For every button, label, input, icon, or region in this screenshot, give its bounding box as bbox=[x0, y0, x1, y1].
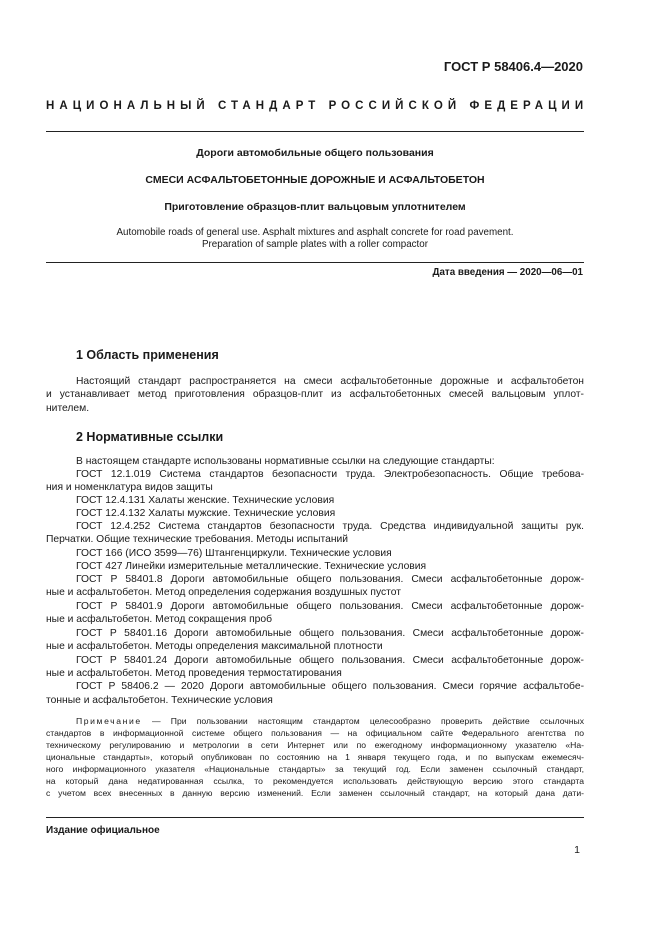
english-title bbox=[46, 227, 584, 251]
section-2-line: ГОСТ Р 58401.24 Дороги автомобильные общего пользования. Смеси асфальтобетонные дорож- bbox=[76, 655, 584, 666]
section-2-line: Перчатки. Общие технические требования. Методы испытаний bbox=[46, 534, 349, 545]
section-2-heading: 2 Нормативные ссылки bbox=[76, 430, 224, 444]
note-line: циональные стандарты», который опубликован по состоянию на 1 января текущего года, и по выпускам ежемесяч- bbox=[46, 752, 584, 762]
title-line-1: Дороги автомобильные общего пользования bbox=[196, 147, 434, 159]
note-line: техническому регулированию и метрологии в сети Интернет или по ежегодному информационному указателю «На- bbox=[46, 740, 584, 750]
section-2-line: тонные и асфальтобетон. Технические условия bbox=[46, 695, 273, 706]
section-2-line: ГОСТ Р 58401.9 Дороги автомобильные общего пользования. Смеси асфальтобетонные дорож- bbox=[76, 601, 584, 612]
note-line: с учетом всех внесенных в данную версию изменений. Если заменен ссылочный стандарт, на который дана дати- bbox=[46, 788, 584, 798]
note-first-line bbox=[76, 716, 584, 727]
introduction-date: Дата введения — 2020—06—01 bbox=[432, 267, 583, 278]
section-2-line: ные и асфальтобетон. Метод проведения термостатирования bbox=[46, 668, 342, 679]
section-2-line: ГОСТ 12.1.019 Система стандартов безопасности труда. Электробезопасность. Общие требова- bbox=[76, 469, 584, 480]
title-line-3: Приготовление образцов-плит вальцовым уплотнителем bbox=[164, 201, 466, 213]
document-code: ГОСТ Р 58406.4—2020 bbox=[443, 59, 583, 74]
section-2-line: ные и асфальтобетон. Метод определения содержания воздушных пустот bbox=[46, 587, 402, 598]
note-line: на который дана недатированная ссылка, то рекомендуется использовать действующую версию этого стандарта bbox=[46, 776, 584, 786]
page-number: 1 bbox=[574, 844, 580, 856]
footer-rule bbox=[46, 817, 584, 818]
section-2-line: ГОСТ Р 58401.8 Дороги автомобильные общего пользования. Смеси асфальтобетонные дорож- bbox=[76, 574, 584, 585]
note-line: ного информационного указателя «Национальные стандарты» за текущий год. Если заменен ссылочный стандарт, bbox=[46, 764, 584, 774]
note-first-text: — При пользовании настоящим стандартом целесообразно проверить действие ссылочных bbox=[141, 716, 584, 726]
section-2-line: ГОСТ 12.4.131 Халаты женские. Технические условия bbox=[76, 495, 335, 506]
section-2-line: ния и номенклатура видов защиты bbox=[46, 482, 213, 493]
note-line: стандартов в информационной системе общего пользования — на официальном сайте Федерального агентства по bbox=[46, 728, 584, 738]
title-bottom-rule bbox=[46, 262, 584, 263]
edition-label: Издание официальное bbox=[46, 825, 160, 836]
top-rule bbox=[46, 131, 584, 132]
section-2-line: В настоящем стандарте использованы нормативные ссылки на следующие стандарты: bbox=[76, 456, 495, 467]
note-label: Примечание bbox=[76, 716, 142, 726]
section-2-line: ГОСТ Р 58401.16 Дороги автомобильные общего пользования. Смеси асфальтобетонные дорож- bbox=[76, 628, 584, 639]
section-1-heading: 1 Область применения bbox=[76, 348, 219, 362]
section-2-line: ГОСТ 12.4.132 Халаты мужские. Технические условия bbox=[76, 508, 336, 519]
section-2-line: ГОСТ 166 (ИСО 3599—76) Штангенциркули. Технические условия bbox=[76, 548, 392, 559]
section-2-line: ГОСТ Р 58406.2 — 2020 Дороги автомобильные общего пользования. Смеси горячие асфальтобе- bbox=[76, 681, 584, 692]
title-line-2: СМЕСИ АСФАЛЬТОБЕТОННЫЕ ДОРОЖНЫЕ И АСФАЛЬТОБЕТОН bbox=[145, 174, 485, 186]
english-title-line-1: Automobile roads of general use. Asphalt mixtures and asphalt concrete for road pavement. bbox=[116, 227, 514, 238]
section-2-line: ГОСТ 12.4.252 Система стандартов безопасности труда. Средства индивидуальной защиты рук. bbox=[76, 521, 584, 532]
section-1-line: и устанавливает метод приготовления образцов-плит из асфальтобетонных смесей вальцовым уплот- bbox=[46, 389, 584, 400]
section-2-line: ные и асфальтобетон. Метод сокращения проб bbox=[46, 614, 273, 625]
english-title-line-2: Preparation of sample plates with a roller compactor bbox=[202, 239, 428, 250]
section-2-line: ГОСТ 427 Линейки измерительные металлические. Технические условия bbox=[76, 561, 427, 572]
national-standard-heading: НАЦИОНАЛЬНЫЙ СТАНДАРТ РОССИЙСКОЙ ФЕДЕРАЦИИ bbox=[46, 100, 589, 112]
section-1-line: нителем. bbox=[46, 403, 90, 414]
section-2-line: ные и асфальтобетон. Методы определения максимальной плотности bbox=[46, 641, 383, 652]
section-1-line: Настоящий стандарт распространяется на смеси асфальтобетонные дорожные и асфальтобетон bbox=[76, 376, 584, 387]
